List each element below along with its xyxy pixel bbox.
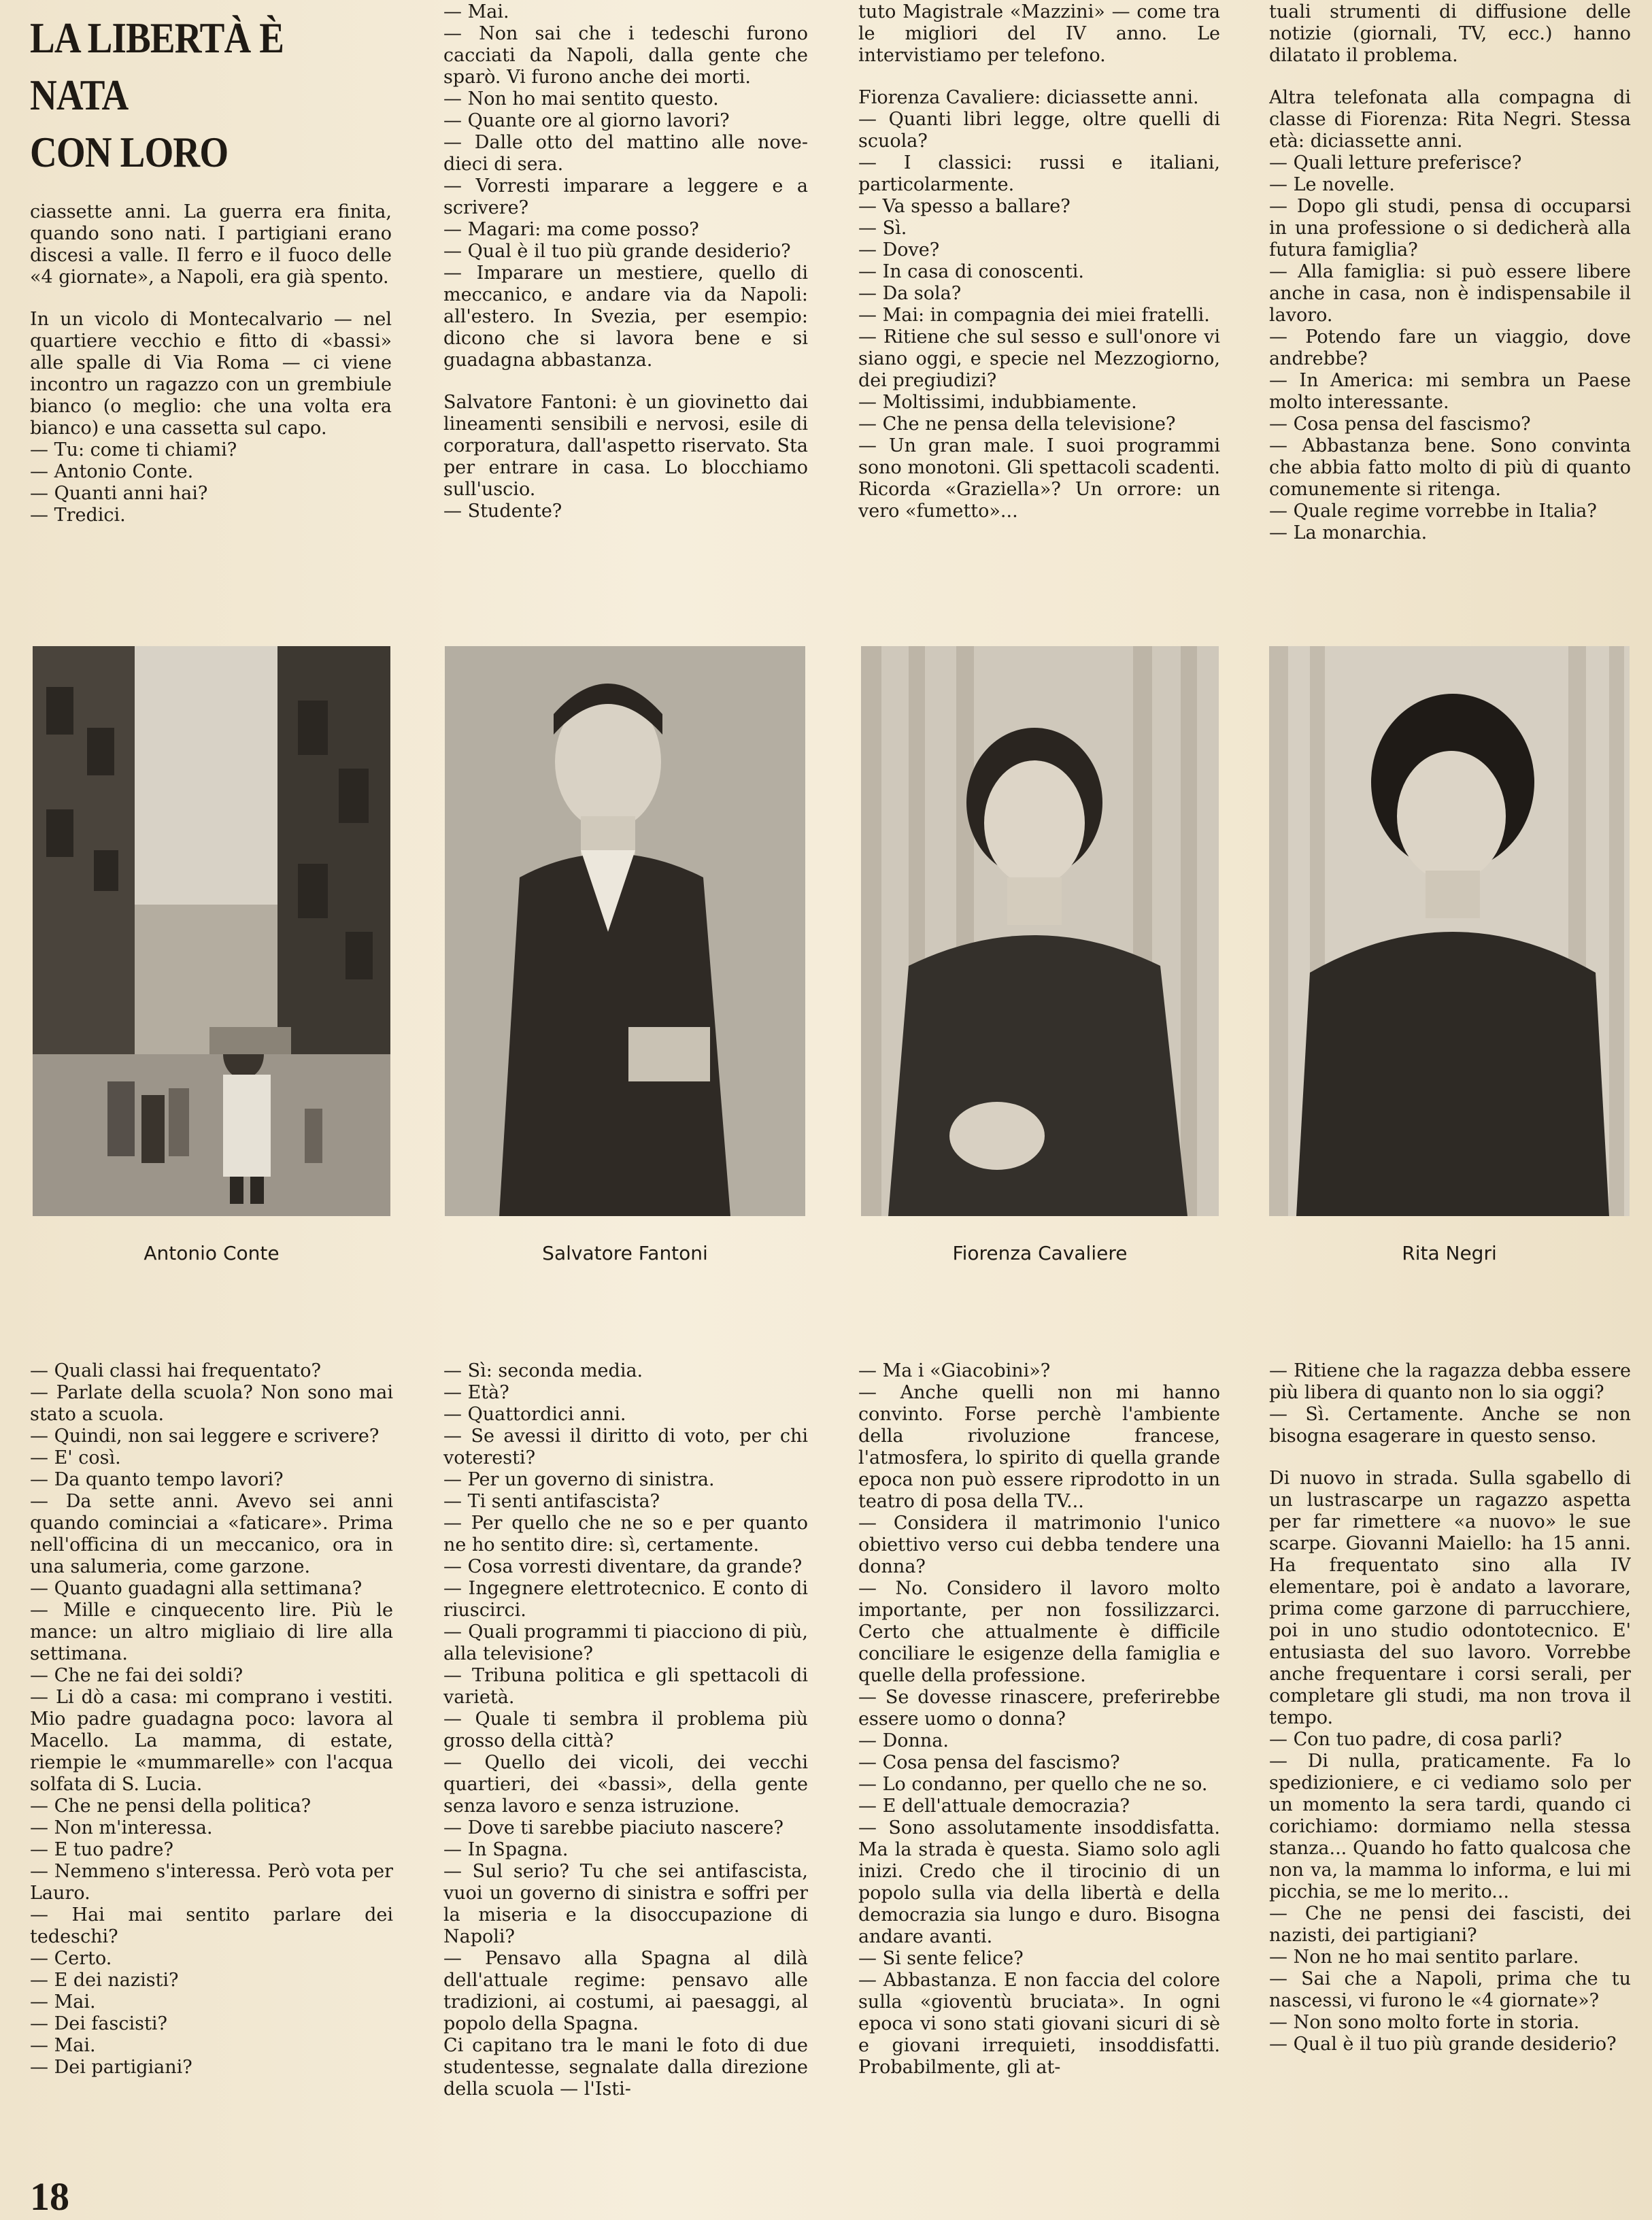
- photo-salvatore-fantoni: [445, 646, 805, 1216]
- paragraph: — Quali classi hai frequentato? — Parlate della scuola? Non sono mai stato a scuola. — Quindi, non sai leggere e scrivere? — E' così. — Da quanto tempo lavori? — Da sette anni. Avevo sei anni quando cominciai a «faticare». Prima nell'officina di un meccanico, ora in una salumeria, come garzone. — Quanto guadagni alla settimana? — Mille e cinquecento lire. Più le mance: un altro migliaio di lire alla settimana. — Che ne fai dei soldi? — Li dò a casa: mi comprano i vestiti. Mio padre guadagna poco: lavora al Macello. La mamma, di estate, riempie le «mummarelle» con l'acqua solfata di S. Lucia. — Che ne pensi della politica? — Non m'interessa. — E tuo padre? — Nemmeno s'interessa. Però vota per Lauro. — Hai mai sentito parlare dei tedeschi? — Certo. — E dei nazisti? — Mai. — Dei fascisti? — Mai. — Dei partigiani?: [30, 1360, 393, 2078]
- paragraph: — Mai. — Non sai che i tedeschi furono cacciati da Napoli, dalla gente che sparò. Vi furono anche dei morti. — Non ho mai sentito questo. — Quante ore al giorno lavori? — Dalle otto del mattino alle nove-dieci di sera. — Vorresti imparare a leggere e a scrivere? — Magari: ma come posso? — Qual è il tuo più grande desiderio? — Imparare un mestiere, quello di meccanico, e andare via da Napoli: all'estero. In Svezia, per esempio: dicono che si lavora bene e si guadagna abbastanza.: [443, 1, 808, 371]
- paragraph: In un vicolo di Montecalvario — nel quartiere vecchio e fitto di «bassi» alle spalle di Via Roma — ci viene incontro un ragazzo con un grembiule bianco (o meglio: che una volta era bianco) e una cassetta sul capo. — Tu: come ti chiami? — Antonio Conte. — Quanti anni hai? — Tredici.: [30, 309, 392, 526]
- paragraph: tuto Magistrale «Mazzini» — come tra le migliori del IV anno. Le intervistiamo per telefono.: [858, 1, 1220, 66]
- caption-rita-negri: Rita Negri: [1402, 1242, 1497, 1264]
- girl-portrait-image: [861, 646, 1219, 1216]
- article-title: LA LIBERTÀ È NATA CON LORO: [30, 14, 284, 176]
- photo-fiorenza-cavaliere: [861, 646, 1219, 1216]
- paragraph: — Ritiene che la ragazza debba essere più libera di quanto non lo sia oggi? — Sì. Certamente. Anche se non bisogna esagerare in questo senso.: [1269, 1360, 1631, 1447]
- girl-portrait-image: [1269, 646, 1630, 1216]
- paragraph: Fiorenza Cavaliere: diciassette anni. — Quanti libri legge, oltre quelli di scuola? — I classici: russi e italiani, particolarmente. — Va spesso a ballare? — Sì. — Dove? — In casa di conoscenti. — Da sola? — Mai: in compagnia dei miei fratelli. — Ritiene che sul sesso e sull'onore vi siano oggi, e specie nel Mezzogiorno, dei pregiudizi? — Moltissimi, indubbiamente. — Che ne pensa della televisione? — Un gran male. I suoi programmi sono monotoni. Gli spettacoli scadenti. Ricorda «Graziella»? Un orrore: un vero «fumetto»...: [858, 87, 1220, 522]
- paragraph: Di nuovo in strada. Sulla sgabello di un lustrascarpe un ragazzo aspetta per far rimettere «a nuovo» le sue scarpe. Giovanni Maiello: ha 15 anni. Ha frequentato sino alla IV elementare, poi è andato a lavorare, prima come garzone di parrucchiere, poi in uno studio odontotecnico. E' entusiasta del suo lavoro. Vorrebbe anche frequentare i corsi serali, per completare gli studi, ma non trova il tempo. — Con tuo padre, di cosa parli? — Di nulla, praticamente. Fa lo spedizioniere, e ci vediamo solo per un momento la sera tardi, quando ci corichiamo: dormiamo nella stessa stanza... Quando ho fatto qualcosa che non va, la mamma lo informa, e lui mi picchia, se me lo merito... — Che ne pensi dei fascisti, dei nazisti, dei partigiani? — Non ne ho mai sentito parlare. — Sai che a Napoli, prima che tu nascessi, vi furono le «4 giornate»? — Non sono molto forte in storia. — Qual è il tuo più grande desiderio?: [1269, 1468, 1631, 2055]
- column-1-bottom: [30, 1360, 393, 2160]
- paragraph: — Sì: seconda media. — Età? — Quattordici anni. — Se avessi il diritto di voto, per chi voteresti? — Per un governo di sinistra. — Ti senti antifascista? — Per quello che ne so e per quanto ne ho sentito dire: sì, certamente. — Cosa vorresti diventare, da grande? — Ingegnere elettrotecnico. E conto di riuscirci. — Quali programmi ti piacciono di più, alla televisione? — Tribuna politica e gli spettacoli di varietà. — Quale ti sembra il problema più grosso della città? — Quello dei vicoli, dei vecchi quartieri, dei «bassi», della gente senza lavoro e senza istruzione. — Dove ti sarebbe piaciuto nascere? — In Spagna. — Sul serio? Tu che sei antifascista, vuoi un governo di sinistra e soffri per la miseria e la disoccupazione di Napoli? — Pensavo alla Spagna al dilà dell'attuale regime: pensavo alle tradizioni, ai costumi, ai paesaggi, al popolo della Spagna. Ci capitano tra le mani le foto di due studentesse, segnalate dalla direzione della scuola — l'Isti-: [443, 1360, 808, 2100]
- boy-portrait-image: [445, 646, 805, 1216]
- photo-antonio-conte: [33, 646, 390, 1216]
- column-1-top: [30, 201, 392, 582]
- paragraph: tuali strumenti di diffusione delle notizie (giornali, TV, ecc.) hanno dilatato il problema.: [1269, 1, 1631, 66]
- street-scene-image: [33, 646, 390, 1216]
- photo-rita-negri: [1269, 646, 1630, 1216]
- paragraph: Altra telefonata alla compagna di classe di Fiorenza: Rita Negri. Stessa età: diciassette anni. — Quali letture preferisce? — Le novelle. — Dopo gli studi, pensa di occuparsi in una professione o si dedicherà alla futura famiglia? — Alla famiglia: si può essere libere anche in casa, non è indispensabile il lavoro. — Potendo fare un viaggio, dove andrebbe? — In America: mi sembra un Paese molto interessante. — Cosa pensa del fascismo? — Abbastanza bene. Sono convinta che abbia fatto molto di più di quanto comunemente si ritenga. — Quale regime vorrebbe in Italia? — La monarchia.: [1269, 87, 1631, 543]
- column-3-bottom: [858, 1360, 1220, 2160]
- paragraph: — Ma i «Giacobini»? — Anche quelli non mi hanno convinto. Forse perchè l'ambiente della rivoluzione francese, l'atmosfera, lo spirito di quella grande epoca non può essere riprodotto in un teatro di posa della TV... — Considera il matrimonio l'unico obiettivo verso cui debba tendere una donna? — No. Considero il lavoro molto importante, per non fossilizzarci. Certo che attualmente è difficile conciliare le esigenze della famiglia e quelle della professione. — Se dovesse rinascere, preferirebbe essere uomo o donna? — Donna. — Cosa pensa del fascismo? — Lo condanno, per quello che ne so. — E dell'attuale democrazia? — Sono assolutamente insoddisfatta. Ma la strada è questa. Siamo solo agli inizi. Credo che il tirocinio di un popolo sulla via della libertà e della democrazia sia lungo e duro. Bisogna andare avanti. — Si sente felice? — Abbastanza. E non faccia del colore sulla «gioventù bruciata». In ogni epoca vi sono stati giovani sicuri di sè e giovani irrequieti, insoddisfatti. Probabilmente, gli at-: [858, 1360, 1220, 2078]
- caption-antonio-conte: Antonio Conte: [144, 1242, 280, 1264]
- page-number: 18: [30, 2174, 69, 2219]
- paragraph: ciassette anni. La guerra era finita, quando sono nati. I partigiani erano discesi a valle. Il ferro e il fuoco delle «4 giornate», a Napoli, era già spento.: [30, 201, 392, 288]
- paragraph: Salvatore Fantoni: è un giovinetto dai lineamenti sensibili e nervosi, esile di corporatura, dall'aspetto riservato. Sta per entrare in casa. Lo blocchiamo sull'uscio. — Studente?: [443, 392, 808, 522]
- column-4-top: [1269, 1, 1631, 582]
- caption-fiorenza-cavaliere: Fiorenza Cavaliere: [952, 1242, 1128, 1264]
- column-4-bottom: [1269, 1360, 1631, 2160]
- column-2-bottom: [443, 1360, 808, 2160]
- caption-salvatore-fantoni: Salvatore Fantoni: [542, 1242, 708, 1264]
- column-3-top: [858, 1, 1220, 582]
- column-2-top: [443, 1, 808, 582]
